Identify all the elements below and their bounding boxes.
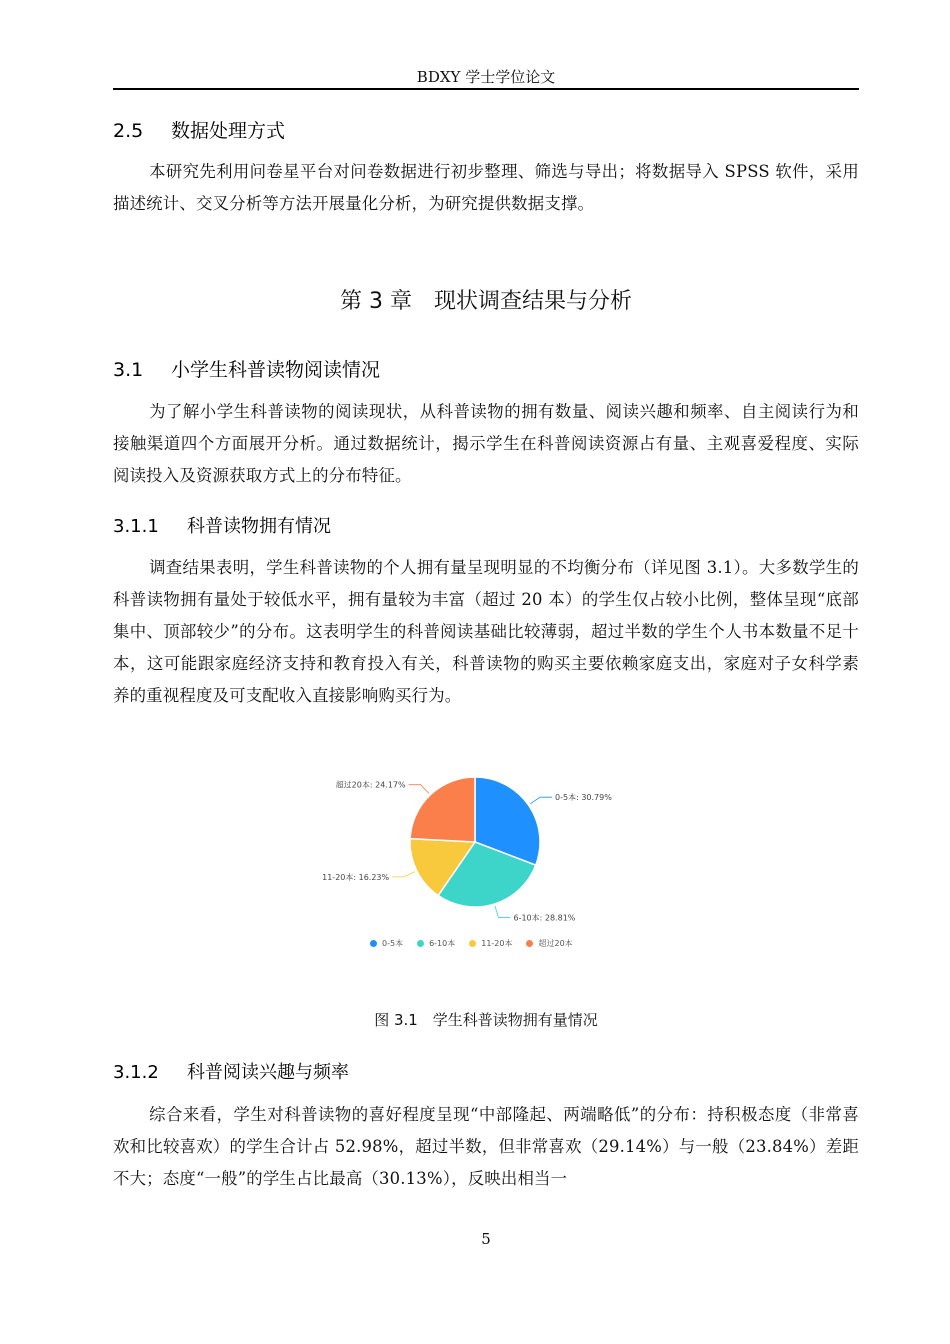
leader-line-0-5 [530,797,552,804]
section-number: 3.1 [113,359,144,381]
pie-chart-figure [300,766,680,956]
legend-dot-icon [526,940,533,947]
paragraph-3-1-2: 综合来看，学生对科普读物的喜好程度呈现“中部隆起、两端略低”的分布：持积极态度（非常喜欢和比较喜欢）的学生合计占 52.98%，超过半数，但非常喜欢（29.14%）与一般（23.84%）差距不大；态度“一般”的学生占比最高（30.13%），反映出相当一 [113,1105,859,1188]
paragraph-3-1: 为了解小学生科普读物的阅读现状，从科普读物的拥有数量、阅读兴趣和频率、自主阅读行为和接触渠道四个方面展开分析。通过数据统计，揭示学生在科普阅读资源占有量、主观喜爱程度、实际阅读投入及资源获取方式上的分布特征。 [113,402,859,485]
leader-line-6-10 [495,906,511,917]
chart-legend [370,938,630,952]
section-number: 2.5 [113,120,144,142]
legend-dot-icon [469,940,476,947]
section-number: 3.1.2 [113,1062,159,1083]
legend-label: 0-5本 [382,939,404,948]
section-heading-3-1-1 [113,514,331,540]
paragraph-2-5: 本研究先利用问卷星平台对问卷数据进行初步整理、筛选与导出；将数据导入 SPSS 软件，采用描述统计、交叉分析等方法开展量化分析，为研究提供数据支撑。 [113,162,859,213]
section-number: 3.1.1 [113,516,159,537]
slice-label-over-20: 超过20本: 24.17% [335,780,406,790]
slice-label-11-20: 11-20本: 16.23% [322,872,390,882]
section-title: 科普读物拥有情况 [187,516,331,537]
leader-line-over-20 [409,785,429,794]
figure-caption: 图 3.1 学生科普读物拥有量情况 [374,1011,598,1029]
slice-label-6-10: 6-10本: 28.81% [513,913,576,923]
page-number: 5 [481,1230,491,1248]
pie-slice-over-20 [410,777,475,842]
section-title: 科普阅读兴趣与频率 [187,1062,349,1083]
legend-item-6-10 [417,938,455,949]
section-heading-2-5 [113,118,285,144]
section-heading-3-1 [113,357,380,383]
chapter-title: 第 3 章 现状调查结果与分析 [340,289,632,314]
legend-label: 超过20本 [538,939,573,948]
section-title: 数据处理方式 [171,120,286,142]
legend-item-11-20 [469,938,512,949]
legend-label: 6-10本 [429,939,456,948]
legend-dot-icon [417,940,424,947]
paragraph-3-1-1: 调查结果表明，学生科普读物的个人拥有量呈现明显的不均衡分布（详见图 3.1）。大多数学生的科普读物拥有量处于较低水平，拥有量较为丰富（超过 20 本）的学生仅占较小比例，整体呈现“底部集中、顶部较少”的分布。这表明学生的科普阅读基础比较薄弱，超过半数的学生个人书本数量不足十本，这可能跟家庭经济支持和教育投入有关，科普读物的购买主要依赖家庭支出，家庭对子女科学素养的重视程度及可支配收入直接影响购买行为。 [113,558,859,705]
section-title: 小学生科普读物阅读情况 [171,359,381,381]
leader-line-11-20 [392,872,415,877]
legend-item-over-20 [526,938,572,949]
running-header: BDXY 学士学位论文 [113,66,859,90]
legend-label: 11-20本 [481,939,513,948]
section-heading-3-1-2 [113,1060,349,1086]
legend-item-0-5 [370,938,403,949]
pie-chart [300,766,680,936]
legend-dot-icon [370,940,377,947]
slice-label-0-5: 0-5本: 30.79% [555,793,612,803]
